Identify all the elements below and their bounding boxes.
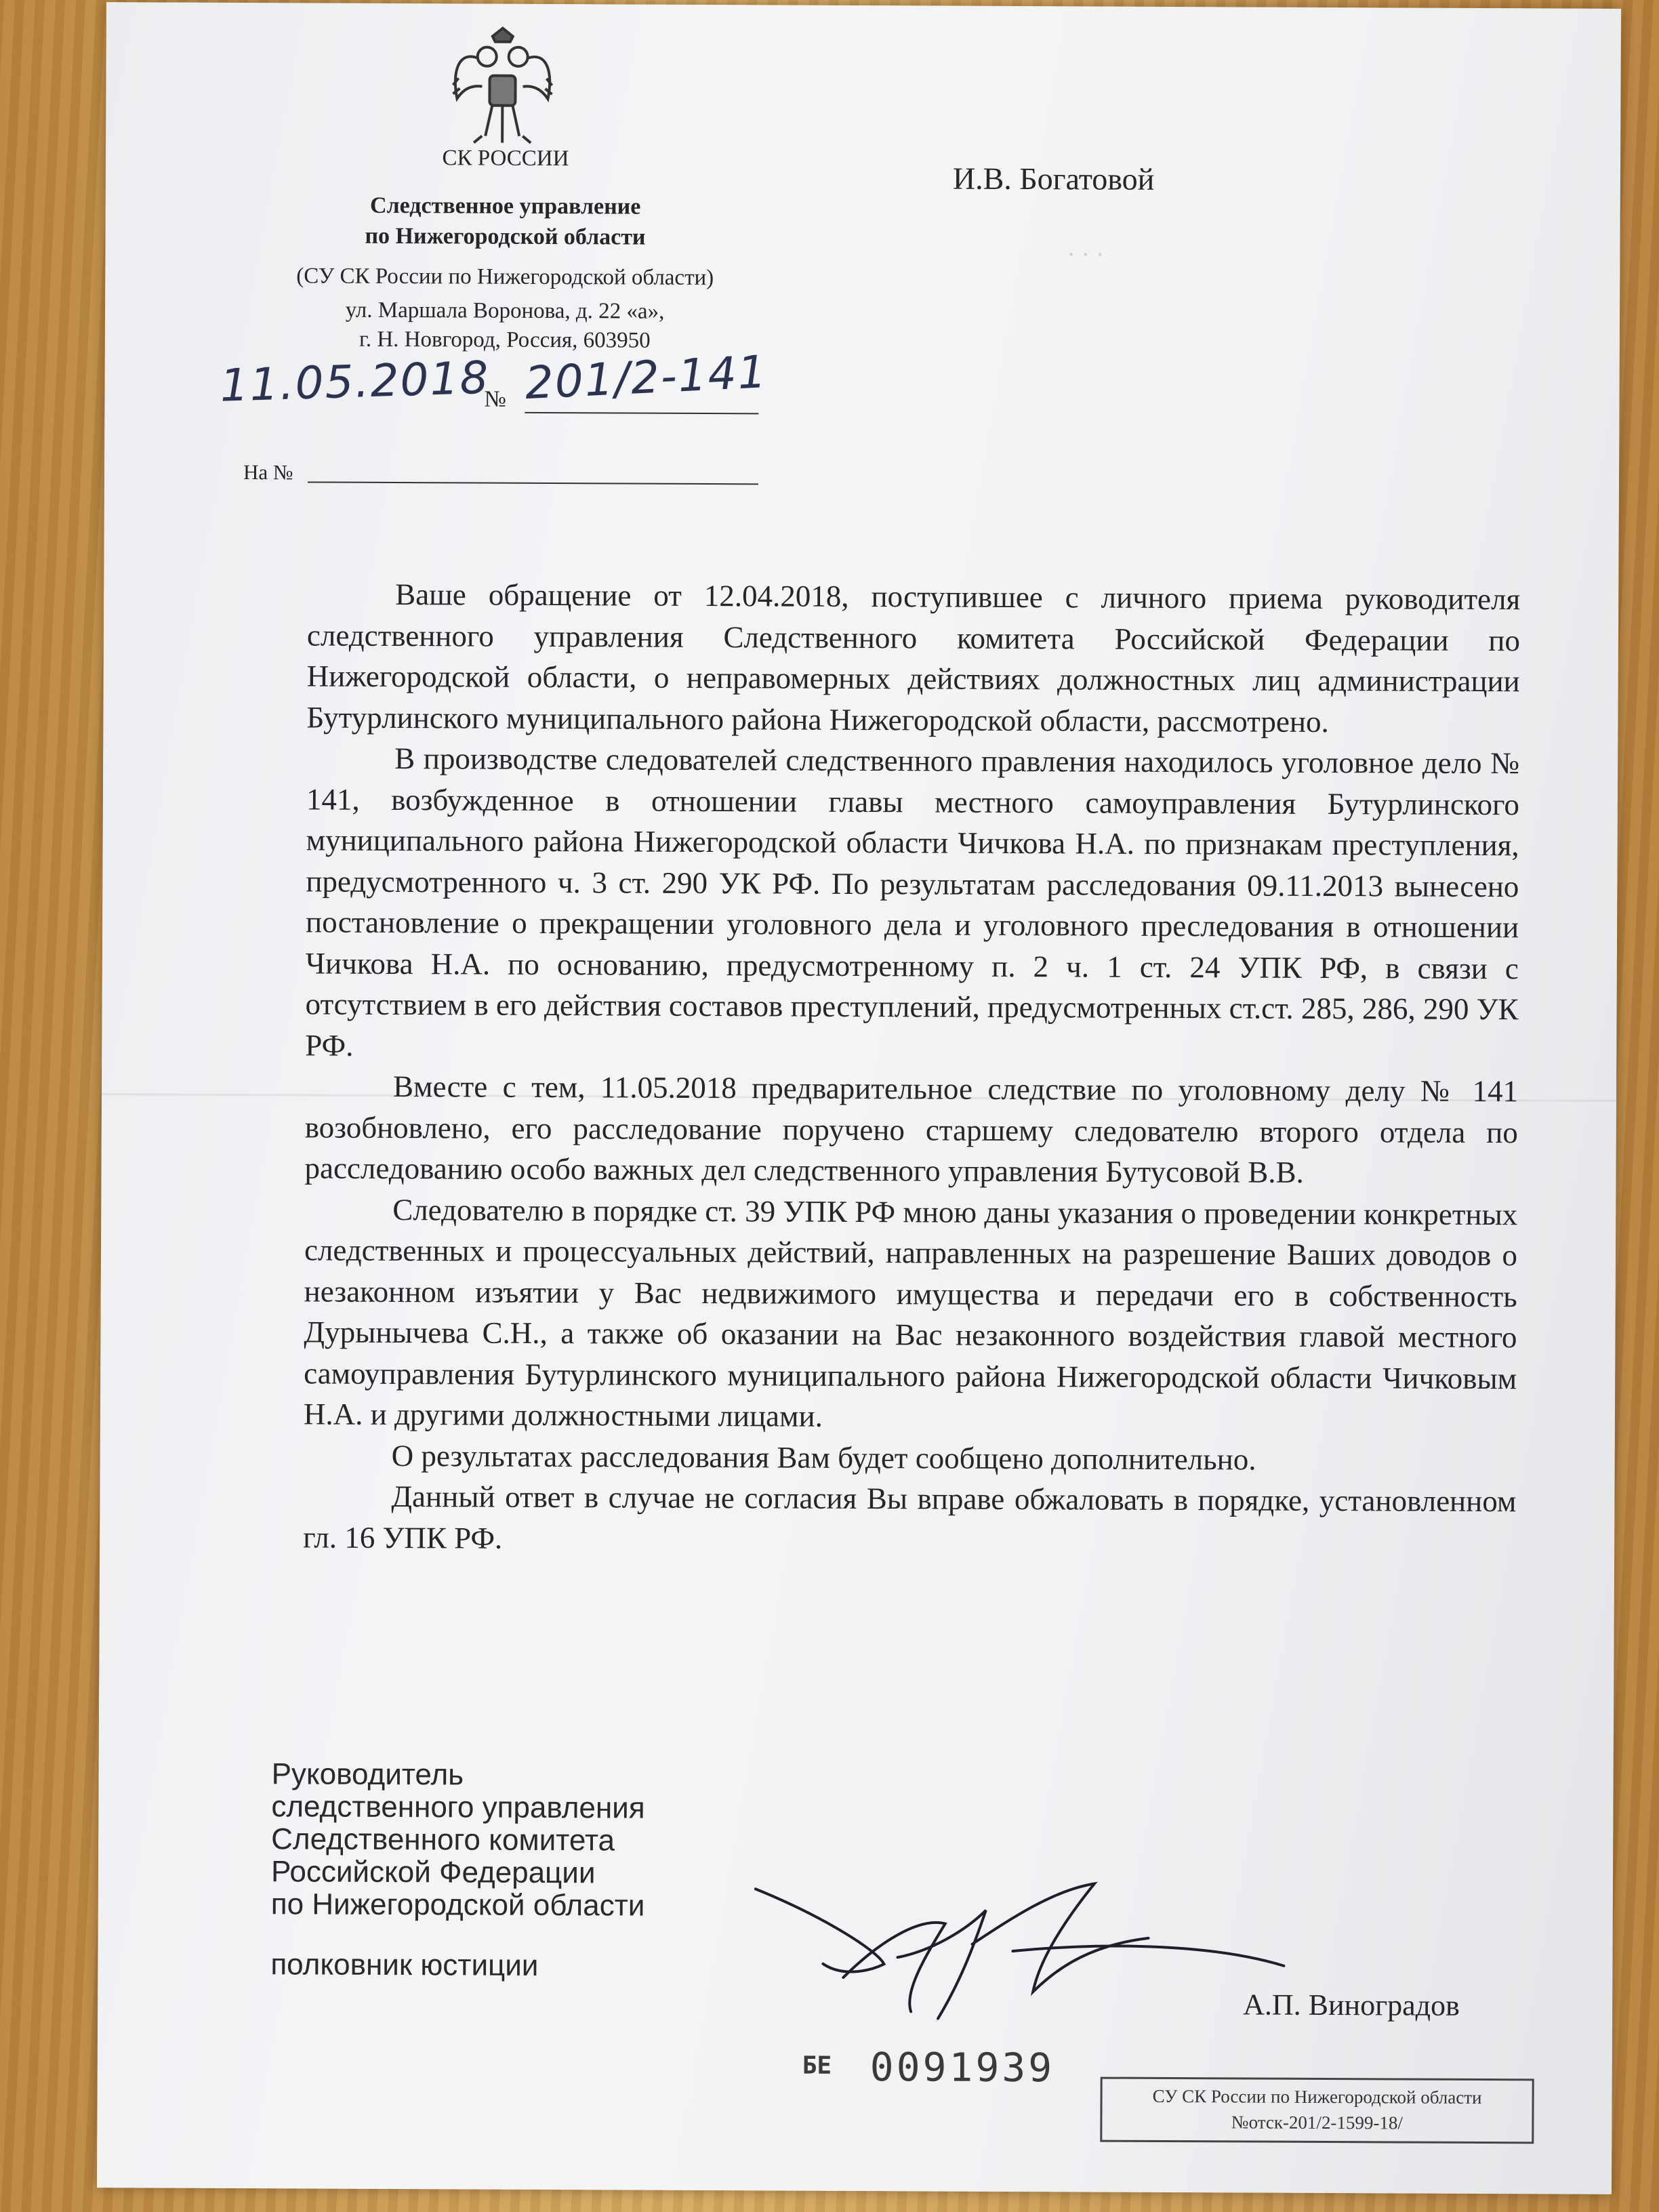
position-line: Следственного комитета: [271, 1822, 615, 1858]
reply-to-underline: [308, 481, 758, 485]
serial-number: 0091939: [869, 2044, 1055, 2091]
handwritten-signature: [741, 1875, 1298, 2034]
handwritten-number: 201/2-141: [523, 346, 769, 410]
address-line-2: г. Н. Новгород, Россия, 603950: [359, 327, 651, 353]
letter-sheet: [97, 2, 1621, 2194]
org-line-2: по Нижегородской области: [365, 223, 646, 250]
paragraph: В производстве следователей следственного правления находилось уголовное дело № 141, возбужденное в отношении главы местного самоуправления Бутурлинского муниципального района Нижегородской области Чичкова Н.А. по признакам преступления, предусмотренного ч. 3 ст. 290 УК РФ. По результатам расследования 09.11.2013 вынесено постановление о прекращении уголовного дела и уголовного преследования в отношении Чичкова Н.А. по основанию, предусмотренному п. 2 ч. 1 ст. 24 УПК РФ, в связи с отсутствием в его действия составов преступлений, предусмотренных ст.ст. 285, 286, 290 УК РФ.: [305, 741, 1520, 1063]
bleed-through-text: . . .: [1067, 233, 1104, 262]
position-line: Российской Федерации: [270, 1855, 596, 1890]
number-underline: [525, 412, 758, 415]
signer-name: А.П. Виноградов: [1243, 1988, 1460, 2022]
signer-rank: полковник юстиции: [270, 1948, 539, 1982]
paragraph: Вместе с тем, 11.05.2018 предварительное следствие по уголовному делу № 141 возобновлено, его расследование поручено старшему следователю второго отдела по расследованию особо важных дел следственного управления Бутусовой В.В.: [304, 1069, 1519, 1189]
paragraph: Данный ответ в случае не согласия Вы вправе обжаловать в порядке, установленном гл. 16 УПК РФ.: [303, 1479, 1517, 1555]
number-label: №: [484, 386, 507, 412]
paragraph: Следователю в порядке ст. 39 УПК РФ мною даны указания о проведении конкретных следственных и процессуальных действий, направленных на разрешение Ваших доводов о незаконном изъятии у Вас недвижимого имущества и передачи его в собственность Дурынычева С.Н., а также об оказании на Вас незаконного воздействия главой местного самоуправления Бутурлинского муниципального района Нижегородской области Чичковым Н.А. и другими должностными лицами.: [303, 1192, 1518, 1433]
position-line: следственного управления: [271, 1790, 645, 1825]
reply-to-label: На №: [243, 460, 293, 485]
coat-of-arms-icon: [445, 24, 560, 153]
recipient: И.В. Богатовой: [952, 161, 1155, 197]
stamp-line-1: СУ СК России по Нижегородской области: [1152, 2085, 1482, 2108]
org-short: СК РОССИИ: [442, 146, 569, 171]
paragraph: О результатах расследования Вам будет сообщено дополнительно.: [391, 1438, 1256, 1477]
signer-position: [271, 1758, 646, 1922]
org-line-1: Следственное управление: [369, 192, 641, 220]
registration-stamp: [1100, 2077, 1534, 2144]
position-line: Руководитель: [271, 1757, 464, 1792]
address-line-1: ул. Маршала Воронова, д. 22 «а»,: [345, 298, 665, 324]
position-line: по Нижегородской области: [270, 1887, 645, 1923]
letter-body: [303, 573, 1520, 1563]
org-abbrev: (СУ СК России по Нижегородской области): [296, 264, 714, 291]
stamp-line-2: №отск-201/2-1599-18/: [1231, 2112, 1404, 2133]
paragraph: Ваше обращение от 12.04.2018, поступившее с личного приема руководителя следственного управления Следственного комитета Российской Федерации по Нижегородской области, о неправомерных действиях должностных лиц администрации Бутурлинского муниципального района Нижегородской области, рассмотрено.: [306, 577, 1521, 739]
serial-prefix: БЕ: [802, 2051, 832, 2080]
handwritten-date: 11.05.2018: [219, 351, 491, 412]
